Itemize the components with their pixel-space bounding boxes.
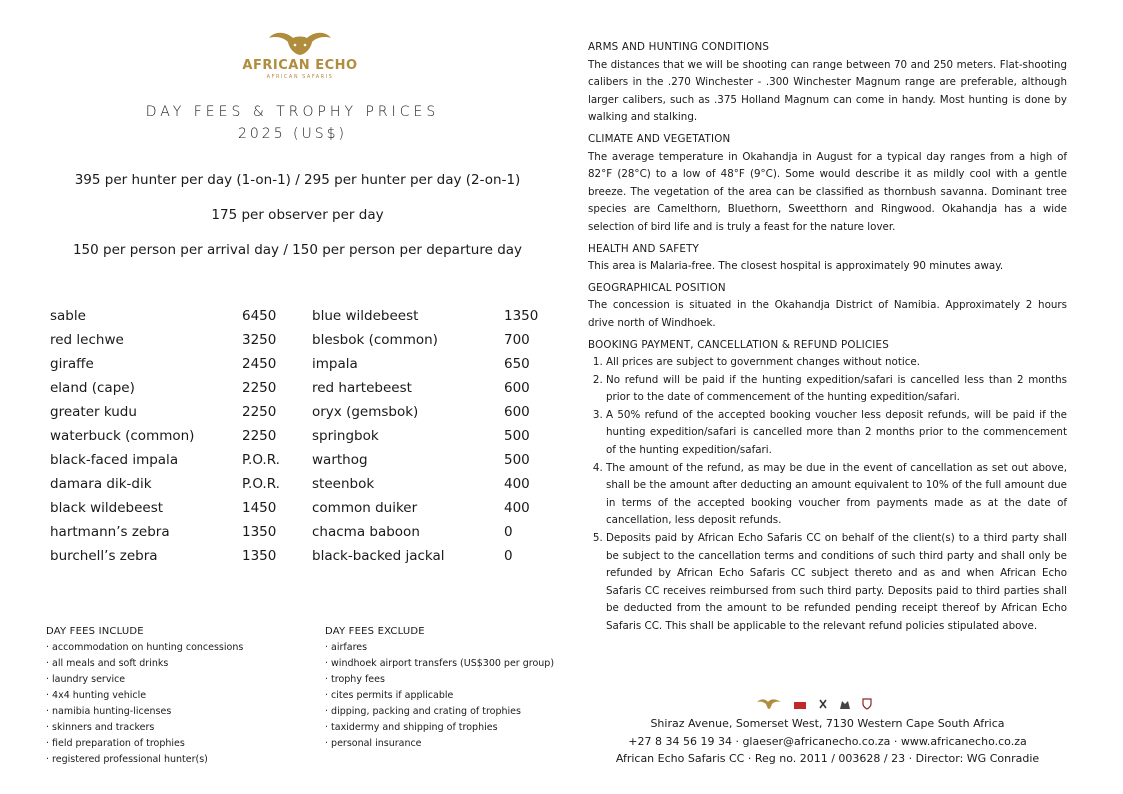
list-item: · all meals and soft drinks <box>46 658 169 669</box>
policy-item: 5. Deposits paid by African Echo Safaris CC on behalf of the client(s) to a third party shall be subject to the cancellation terms and conditions of such third party and shall only be refunded by African Echo Safaris CC subject thereto and as and when African Echo Safaris CC receives reimbursed from such third party. Deposits paid to third parties shall be deducted from the amount to be refunded pending receipt thereof by African Echo Safaris CC. This shall be applicable to the relevant refund policies stipulated above. <box>606 530 1067 636</box>
policy-item: 3. A 50% refund of the accepted booking voucher less deposit refunds, will be paid if the hunting expedition/safari is cancelled more than 2 months prior to the commencement of the hunting expedition/safari. <box>606 407 1067 460</box>
trophy-price: 0 <box>504 524 513 540</box>
logo-brand-text: AFRICAN ECHO <box>242 58 358 73</box>
trophy-name: eland (cape) <box>50 380 135 396</box>
trophy-name: damara dik-dik <box>50 476 152 492</box>
trophy-price: 1350 <box>504 308 539 324</box>
arms-text: The distances that we will be shooting can range between 70 and 250 meters. Flat-shooting calibers in the .270 Winchester - .300 Winchester Magnum range are preferable, although larger calibers, such as .375 Holland Magnum can come in handy. Most hunting is done by walking and stalking. <box>588 58 1067 124</box>
trophy-price: 600 <box>504 404 530 420</box>
trophy-price: 2250 <box>242 380 277 396</box>
association-badge-icon <box>793 695 807 714</box>
trophy-price: 500 <box>504 428 530 444</box>
footer-registration: African Echo Safaris CC · Reg no. 2011 / 003628 / 23 · Director: WG Conradie <box>615 752 1040 765</box>
trophy-name: blesbok (common) <box>312 332 438 348</box>
trophy-price: 0 <box>504 548 513 564</box>
policy-item: 4. The amount of the refund, as may be due in the event of cancellation as set out above, shall be the amount after deducting an amount equivalent to 10% of the full amount due in terms of the accepted booking voucher from payments made as at the date of cancellation, less deposit refunds. <box>606 460 1067 530</box>
right-column <box>588 35 1067 636</box>
page-title: DAY FEES & TROPHY PRICES <box>145 104 440 120</box>
trophy-name: greater kudu <box>50 404 137 420</box>
trophy-price: 400 <box>504 476 530 492</box>
list-item: · windhoek airport transfers (US$300 per group) <box>325 658 555 669</box>
trophy-row <box>50 307 300 331</box>
trophy-name: black-faced impala <box>50 452 179 468</box>
trophy-price: 2250 <box>242 428 277 444</box>
trophy-row <box>50 547 300 571</box>
list-item: · accommodation on hunting concessions <box>46 642 244 653</box>
policy-item: 1. All prices are subject to government changes without notice. <box>606 354 1067 372</box>
trophy-row <box>312 379 572 403</box>
trophy-row <box>312 331 572 355</box>
footer-logos <box>756 694 878 710</box>
day-fees-include-list <box>46 624 316 768</box>
policy-heading: BOOKING PAYMENT, CANCELLATION & REFUND POLICIES <box>588 338 889 351</box>
climate-text: The average temperature in Okahandja in August for a typical day ranges from a high of 82°F (28°C) to a low of 48°F (9°C). Some would describe it as mildly cool with a gentle breeze. The vegetation of the area can be classified as thornbush savanna. Dominant tree species are Camelthorn, Bluethorn, Sweetthorn and Ringwood. Okahandja has a wide selection of bird life and is truly a feast for the nature lover. <box>588 150 1067 233</box>
trophy-row <box>50 451 300 475</box>
include-heading: DAY FEES INCLUDE <box>46 626 144 637</box>
trophy-row <box>50 355 300 379</box>
trophy-name: red hartebeest <box>312 380 412 396</box>
list-item: · airfares <box>325 642 368 653</box>
list-item: · field preparation of trophies <box>46 738 185 749</box>
trophy-row <box>312 427 572 451</box>
list-item: · laundry service <box>46 674 126 685</box>
trophy-row <box>50 475 300 499</box>
shield-icon <box>862 695 872 714</box>
crest-icon <box>839 695 851 714</box>
trophy-price: 2450 <box>242 356 277 372</box>
trophy-price: 1350 <box>242 548 277 564</box>
trophy-name: red lechwe <box>50 332 124 348</box>
day-fees-exclude-list <box>325 624 595 752</box>
trophy-name: chacma baboon <box>312 524 420 540</box>
trophy-row <box>50 403 300 427</box>
trophy-name: impala <box>312 356 358 372</box>
arms-heading: ARMS AND HUNTING CONDITIONS <box>588 41 770 53</box>
trophy-row <box>312 523 572 547</box>
exclude-heading: DAY FEES EXCLUDE <box>325 626 425 637</box>
trophy-name: blue wildebeest <box>312 308 419 324</box>
list-item: · 4x4 hunting vehicle <box>46 690 147 701</box>
trophy-row <box>50 331 300 355</box>
trophy-row <box>312 475 572 499</box>
trophy-price: 400 <box>504 500 530 516</box>
list-item: · cites permits if applicable <box>325 690 454 701</box>
trophy-name: sable <box>50 308 86 324</box>
trophy-row <box>312 403 572 427</box>
trophy-name: hartmann’s zebra <box>50 524 170 540</box>
trophy-price: 500 <box>504 452 530 468</box>
trophy-name: black-backed jackal <box>312 548 445 564</box>
health-text: This area is Malaria-free. The closest hospital is approximately 90 minutes away. <box>588 260 1004 273</box>
policy-item: 2. No refund will be paid if the hunting expedition/safari is cancelled less than 2 months prior to the date of commencement of the hunting expedition/safari. <box>606 372 1067 407</box>
trophy-price: 1450 <box>242 500 277 516</box>
trophy-price-list-left <box>50 307 300 571</box>
list-item: · registered professional hunter(s) <box>46 754 208 765</box>
policy-list <box>588 354 1067 636</box>
footer-contact: +27 8 34 56 19 34 · glaeser@africanecho.co.za · www.africanecho.co.za <box>628 734 1027 748</box>
trophy-name: black wildebeest <box>50 500 164 516</box>
trophy-row <box>312 451 572 475</box>
trophy-name: waterbuck (common) <box>50 428 195 444</box>
list-item: · dipping, packing and crating of trophies <box>325 706 521 717</box>
trophy-price: 1350 <box>242 524 277 540</box>
hunter-emblem-icon <box>818 695 828 714</box>
list-item: · namibia hunting-licenses <box>46 706 172 717</box>
trophy-row <box>312 307 572 331</box>
trophy-price: P.O.R. <box>242 476 280 492</box>
trophy-price: 6450 <box>242 308 277 324</box>
buffalo-small-icon <box>756 695 782 714</box>
trophy-price: P.O.R. <box>242 452 280 468</box>
trophy-row <box>50 523 300 547</box>
trophy-row <box>312 355 572 379</box>
trophy-name: giraffe <box>50 356 94 372</box>
fee-line-observer: 175 per observer per day <box>211 207 384 223</box>
trophy-row <box>312 547 572 571</box>
buffalo-logo-icon <box>265 28 335 58</box>
footer-address: Shiraz Avenue, Somerset West, 7130 Western Cape South Africa <box>650 717 1005 730</box>
climate-heading: CLIMATE AND VEGETATION <box>588 132 731 145</box>
trophy-name: steenbok <box>312 476 375 492</box>
trophy-name: springbok <box>312 428 379 444</box>
list-item: · taxidermy and shipping of trophies <box>325 722 498 733</box>
trophy-price: 700 <box>504 332 530 348</box>
trophy-name: oryx (gemsbok) <box>312 404 419 420</box>
fee-line-arrival-departure: 150 per person per arrival day / 150 per person per departure day <box>72 242 523 258</box>
trophy-row <box>50 379 300 403</box>
trophy-price: 3250 <box>242 332 277 348</box>
trophy-price: 650 <box>504 356 530 372</box>
logo-sub-text: AFRICAN SAFARIS <box>266 74 334 80</box>
african-echo-logo <box>230 28 370 84</box>
geo-heading: GEOGRAPHICAL POSITION <box>588 281 726 294</box>
trophy-name: warthog <box>312 452 368 468</box>
page-subtitle: 2025 (US$) <box>237 126 348 142</box>
trophy-name: common duiker <box>312 500 418 516</box>
list-item: · trophy fees <box>325 674 385 685</box>
geo-text: The concession is situated in the Okahandja District of Namibia. Approximately 2 hours drive north of Windhoek. <box>588 299 1067 329</box>
trophy-price: 600 <box>504 380 530 396</box>
trophy-row <box>312 499 572 523</box>
health-heading: HEALTH AND SAFETY <box>588 242 700 255</box>
footer <box>588 715 1067 768</box>
list-item: · skinners and trackers <box>46 722 155 733</box>
trophy-row <box>50 427 300 451</box>
trophy-name: burchell’s zebra <box>50 548 158 564</box>
fee-line-hunter: 395 per hunter per day (1-on-1) / 295 per hunter per day (2-on-1) <box>74 172 521 188</box>
list-item: · personal insurance <box>325 738 422 749</box>
trophy-row <box>50 499 300 523</box>
trophy-price: 2250 <box>242 404 277 420</box>
trophy-price-list-right <box>312 307 572 571</box>
